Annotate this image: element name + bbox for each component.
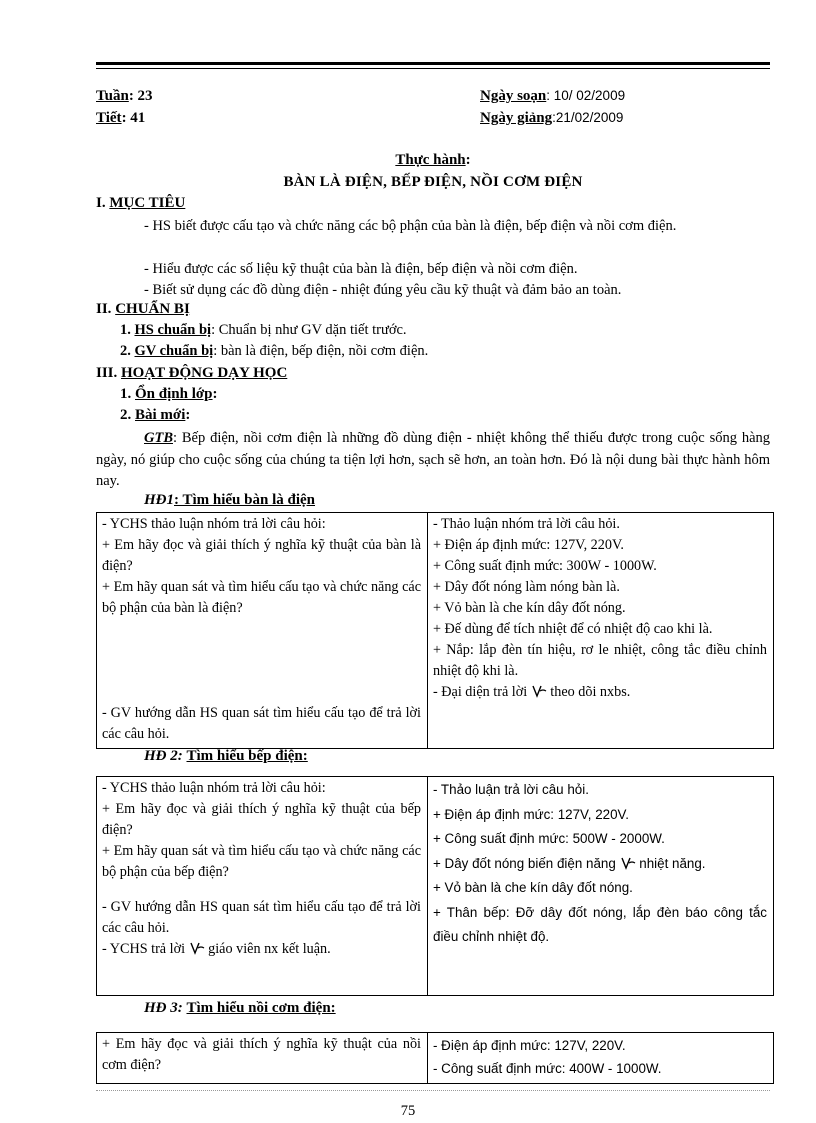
- hd3-right-2: - Công suất định mức: 400W - 1000W.: [433, 1061, 662, 1076]
- hd1-right-4: + Dây đốt nóng làm nóng bàn là.: [433, 579, 620, 595]
- step2-line: 2. Bài mới:: [120, 407, 191, 423]
- hd1-right-6: + Đế dùng để tích nhiệt để có nhiệt độ cao khi là.: [433, 621, 713, 637]
- teach-date-line: [480, 110, 623, 127]
- hd1-left-4: - GV hướng dẫn HS quan sát tìm hiểu cấu tạo để trả lời các câu hỏi.: [102, 705, 421, 742]
- week-label: Tuần: [96, 88, 129, 104]
- arrow-icon: [620, 856, 636, 870]
- gtb-text: : Bếp điện, nồi cơm điện là những đồ dùng điện - nhiệt không thể thiếu được trong cuộc sống hàng ngày, nó giúp cho cuộc sống của chúng ta tiện lợi hơn, sạch sẽ hơn, an toàn hơn. Đó là nội dung bài thực hành hôm nay.: [96, 430, 770, 489]
- hd3-teacher-cell: [97, 1033, 428, 1084]
- header-rule-thick: [96, 62, 770, 65]
- hd1-left-3: + Em hãy quan sát và tìm hiểu cấu tạo và chức năng các bộ phận của bàn là điện?: [102, 579, 421, 616]
- hd2-left-2: + Em hãy đọc và giải thích ý nghĩa kỹ thuật của bếp điện?: [102, 801, 421, 838]
- hd2-right-2: + Điện áp định mức: 127V, 220V.: [433, 806, 629, 822]
- hd2-left-5: - YCHS trả lời giáo viên nx kết luận.: [102, 941, 331, 957]
- hd1-student-cell: [428, 513, 774, 749]
- title-line2: BÀN LÀ ĐIỆN, BẾP ĐIỆN, NỒI CƠM ĐIỆN: [283, 174, 583, 190]
- objective-item-1: - HS biết được cấu tạo và chức năng các bộ phận của bàn là điện, bếp điện và nồi cơm điện.: [144, 218, 677, 234]
- hd1-title: : Tìm hiểu bàn là điện: [174, 492, 316, 508]
- hd2-title: Tìm hiểu bếp điện:: [186, 748, 308, 764]
- teach-date-value: :21/02/2009: [552, 110, 624, 125]
- page-number: 75: [400, 1103, 416, 1119]
- hd1-table: [96, 512, 774, 749]
- preparation-heading: II. CHUẨN BỊ: [96, 301, 190, 317]
- teach-date-label: Ngày giảng: [480, 110, 553, 126]
- hd3-label: HĐ 3:: [144, 1000, 183, 1016]
- prep-hs-text: : Chuẩn bị như GV dặn tiết trước.: [211, 322, 407, 338]
- objectives-heading: I. MỤC TIÊU: [96, 195, 186, 211]
- hd1-right-1: - Thảo luận nhóm trả lời câu hỏi.: [433, 516, 620, 532]
- prep-hs-label: HS chuẩn bị: [134, 322, 212, 338]
- hd2-left-4: - GV hướng dẫn HS quan sát tìm hiểu cấu tạo để trả lời các câu hỏi.: [102, 899, 421, 936]
- step1-line: 1. Ổn định lớp:: [120, 386, 218, 402]
- prep-gv-line: 2. GV chuẩn bị: bàn là điện, bếp điện, nồi cơm điện.: [120, 343, 429, 359]
- hd2-right-5: + Vỏ bàn là che kín dây đốt nóng.: [433, 880, 633, 895]
- hd1-teacher-cell: [97, 513, 428, 749]
- hd1-left-2: + Em hãy đọc và giải thích ý nghĩa kỹ thuật của bàn là điện?: [102, 537, 421, 574]
- lesson-value: : 41: [121, 110, 146, 126]
- hd2-left-1: - YCHS thảo luận nhóm trả lời câu hỏi:: [102, 780, 326, 796]
- hd2-right-1: - Thảo luận trả lời câu hỏi.: [433, 782, 589, 797]
- hd2-heading: [144, 748, 308, 765]
- hd1-left-1: - YCHS thảo luận nhóm trả lời câu hỏi:: [102, 516, 326, 532]
- hd2-right-3: + Công suất định mức: 500W - 2000W.: [433, 831, 665, 846]
- prep-hs-line: 1. HS chuẩn bị: Chuẩn bị như GV dặn tiết trước.: [120, 322, 407, 338]
- hd3-right-1: - Điện áp định mức: 127V, 220V.: [433, 1038, 626, 1053]
- prep-date-label: Ngày soạn: [480, 88, 547, 104]
- prep-gv-text: : bàn là điện, bếp điện, nồi cơm điện.: [213, 343, 429, 359]
- footer-divider: [96, 1090, 770, 1091]
- prep-date-value: : 10/ 02/2009: [546, 88, 626, 103]
- hd2-student-cell: [428, 777, 774, 996]
- gtb-paragraph: [96, 428, 770, 493]
- prep-date-line: [480, 88, 625, 105]
- hd1-right-7: + Nắp: lắp đèn tín hiệu, rơ le nhiệt, công tắc điều chỉnh nhiệt độ khi là.: [433, 642, 767, 679]
- hd2-teacher-cell: [97, 777, 428, 996]
- hd2-right-6: + Thân bếp: Đỡ dây đốt nóng, lắp đèn báo công tắc điều chỉnh nhiệt độ.: [433, 904, 767, 944]
- hd3-table: [96, 1032, 774, 1084]
- hd1-right-5: + Vỏ bàn là che kín dây đốt nóng.: [433, 600, 626, 616]
- lesson-line: [96, 110, 145, 127]
- hd1-right-3: + Công suất định mức: 300W - 1000W.: [433, 558, 657, 574]
- header-rule-thin: [96, 68, 770, 69]
- activities-heading: III. HOẠT ĐỘNG DẠY HỌC: [96, 365, 288, 381]
- hd1-right-2: + Điện áp định mức: 127V, 220V.: [433, 537, 624, 553]
- lesson-label: Tiết: [96, 110, 122, 126]
- gtb-label: GTB: [144, 430, 173, 446]
- objective-item-3: - Biết sử dụng các đồ dùng điện - nhiệt đúng yêu cầu kỹ thuật và đảm bảo an toàn.: [144, 282, 622, 298]
- title-line1: Thực hành:: [395, 152, 471, 168]
- arrow-icon: [531, 684, 547, 698]
- hd3-heading: [144, 1000, 336, 1017]
- arrow-icon: [189, 941, 205, 955]
- hd1-label: HĐ1: [144, 492, 174, 508]
- hd3-student-cell: [428, 1033, 774, 1084]
- hd2-right-4: + Dây đốt nóng biến điện năng nhiệt năng.: [433, 855, 706, 871]
- week-line: [96, 88, 153, 105]
- week-value: : 23: [128, 88, 153, 104]
- hd2-left-3: + Em hãy quan sát và tìm hiểu cấu tạo và chức năng các bộ phận của bếp điện?: [102, 843, 421, 880]
- hd1-right-8: - Đại diện trả lời theo dõi nxbs.: [433, 684, 631, 700]
- objective-item-2: - Hiểu được các số liệu kỹ thuật của bàn là điện, bếp điện và nồi cơm điện.: [144, 261, 578, 277]
- hd2-label: HĐ 2:: [144, 748, 183, 764]
- hd3-left-1: + Em hãy đọc và giải thích ý nghĩa kỹ thuật của nồi cơm điện?: [102, 1036, 421, 1073]
- hd3-title: Tìm hiểu nồi cơm điện:: [186, 1000, 336, 1016]
- hd1-heading: [144, 492, 315, 509]
- prep-gv-label: GV chuẩn bị: [134, 343, 214, 359]
- title-main: Thực hành: [395, 152, 466, 168]
- hd2-table: [96, 776, 774, 996]
